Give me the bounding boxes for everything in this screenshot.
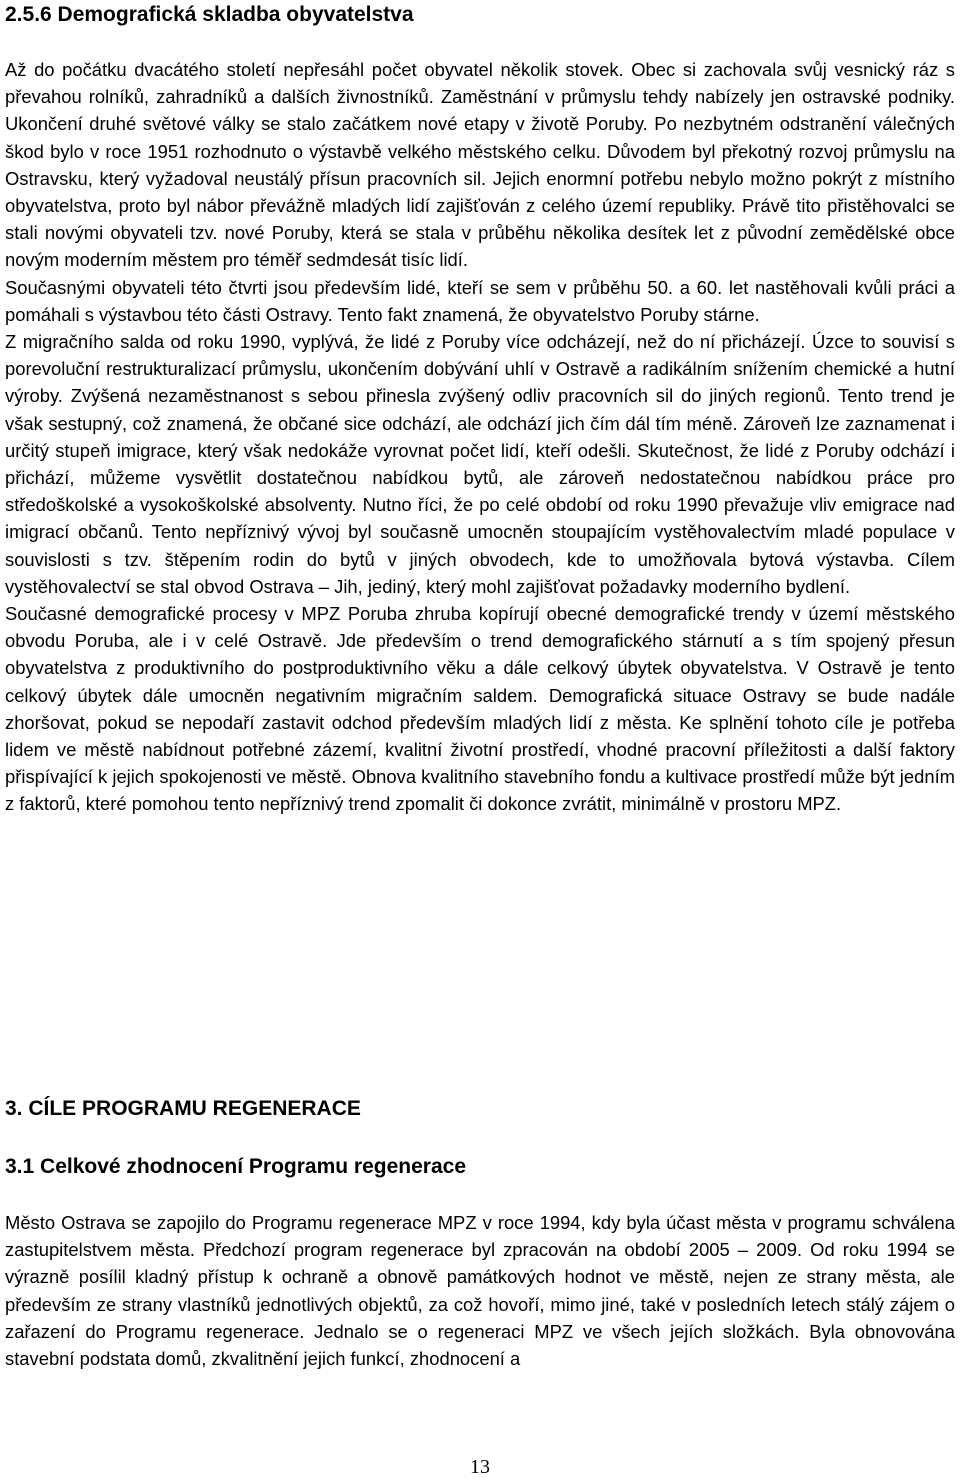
- paragraph-current-residents: Současnými obyvateli této čtvrti jsou především lidé, kteří se sem v průběhu 50. a 60. let nastěhovali kvůli práci a pomáhali s výstavbou této části Ostravy. Tento fakt znamená, že obyvatelstvo Poruby stárne.: [5, 276, 955, 325]
- section-body: [5, 56, 955, 818]
- paragraph-history: Až do počátku dvacátého století nepřesáhl počet obyvatel několik stovek. Obec si zachovala svůj vesnický ráz s převahou rolníků, zahradníků a dalších živnostníků. Zaměstnání v průmyslu tehdy nabízely jen ostravské podniky. Ukončení druhé světové války se stalo začátkem nové etapy v životě Poruby. Po nezbytném odstranění válečných škod bylo v roce 1951 rozhodnuto o výstavbě velkého městského celku. Důvodem byl překotný rozvoj průmyslu na Ostravsku, který vyžadoval neustálý přísun pracovních sil. Jejich enormní potřebu nebylo možno pokrýt z místního obyvatelstva, proto byl nábor převážně mladých lidí zajišťován z celého území republiky. Právě tito přistěhovalci se stali novými obyvateli tzv. nové Poruby, která se stala v průběhu několika desítek let z původní zemědělské obce novým moderním městem pro téměř sedmdesát tisíc lidí.: [5, 59, 955, 271]
- subsection-body: [5, 1209, 955, 1372]
- page-number: 13: [470, 1456, 490, 1478]
- paragraph-migration: Z migračního salda od roku 1990, vyplývá, že lidé z Poruby více odcházejí, než do ní přicházejí. Úzce to souvisí s porevoluční restrukturalizací průmyslu, ukončením dobývání uhlí v Ostravě a radikálním snížením chemické a hutní výroby. Zvýšená nezaměstnanost s sebou přinesla zvýšený odliv pracovních sil do jiných regionů. Tento trend je však sestupný, což znamená, že občané sice odchází, ale odchází jich čím dál tím méně. Zároveň lze zaznamenat i určitý stupeň imigrace, který však nedokáže vyrovnat počet lidí, kteří odešli. Skutečnost, že lidé z Poruby odchází i přichází, můžeme vysvětlit dostatečnou nabídkou bytů, ale zároveň nedostatečnou nabídkou práce pro středoškolské a vysokoškolské absolventy. Nutno říci, že po celé období od roku 1990 převažuje vliv emigrace nad imigrací občanů. Tento nepříznivý vývoj byl současně umocněn stoupajícím vystěhovalectvím mladé populace v souvislosti s tzv. štěpením rodin do bytů v jiných obvodech, kde to umožňovala bytová výstavba. Cílem vystěhovalectví se stal obvod Ostrava – Jih, jediný, který mohl zajišťovat požadavky moderního bydlení.: [5, 331, 955, 597]
- document-page: [5, 0, 955, 1370]
- section-heading: 2.5.6 Demografická skladba obyvatelstva: [5, 3, 414, 26]
- chapter-heading: 3. CÍLE PROGRAMU REGENERACE: [5, 1097, 361, 1120]
- paragraph-program-evaluation: Město Ostrava se zapojilo do Programu regenerace MPZ v roce 1994, kdy byla účast města v programu schválena zastupitelstvem města. Předchozí program regenerace byl zpracován na období 2005 – 2009. Od roku 1994 se výrazně posílil kladný přístup k ochraně a obnově památkových hodnot ve městě, nejen ze strany města, ale především ze strany vlastníků jednotlivých objektů, za což hovoří, mimo jiné, také v posledních letech stálý zájem o zařazení do Programu regenerace. Jednalo se o regeneraci MPZ ve všech jejích složkách. Byla obnovována stavební podstata domů, zkvalitnění jejich funkcí, zhodnocení a: [5, 1212, 955, 1370]
- subsection-heading: 3.1 Celkové zhodnocení Programu regenerace: [5, 1155, 466, 1178]
- paragraph-demographic-processes: Současné demografické procesy v MPZ Poruba zhruba kopírují obecné demografické trendy v území městského obvodu Poruba, ale i v celé Ostravě. Jde především o trend demografického stárnutí a s tím spojený přesun obyvatelstva z produktivního do postproduktivního věku a dále celkový úbytek obyvatelstva. V Ostravě je tento celkový úbytek dále umocněn negativním migračním saldem. Demografická situace Ostravy se bude nadále zhoršovat, pokud se nepodaří zastavit odchod především mladých lidí z města. Ke splnění tohoto cíle je potřeba lidem ve městě nabídnout potřebné zázemí, kvalitní životní prostředí, vhodné pracovní příležitosti a další faktory přispívající k jejich spokojenosti ve městě. Obnova kvalitního stavebního fondu a kultivace prostředí může být jedním z faktorů, které pomohou tento nepříznivý trend zpomalit či dokonce zvrátit, minimálně v prostoru MPZ.: [5, 603, 955, 815]
